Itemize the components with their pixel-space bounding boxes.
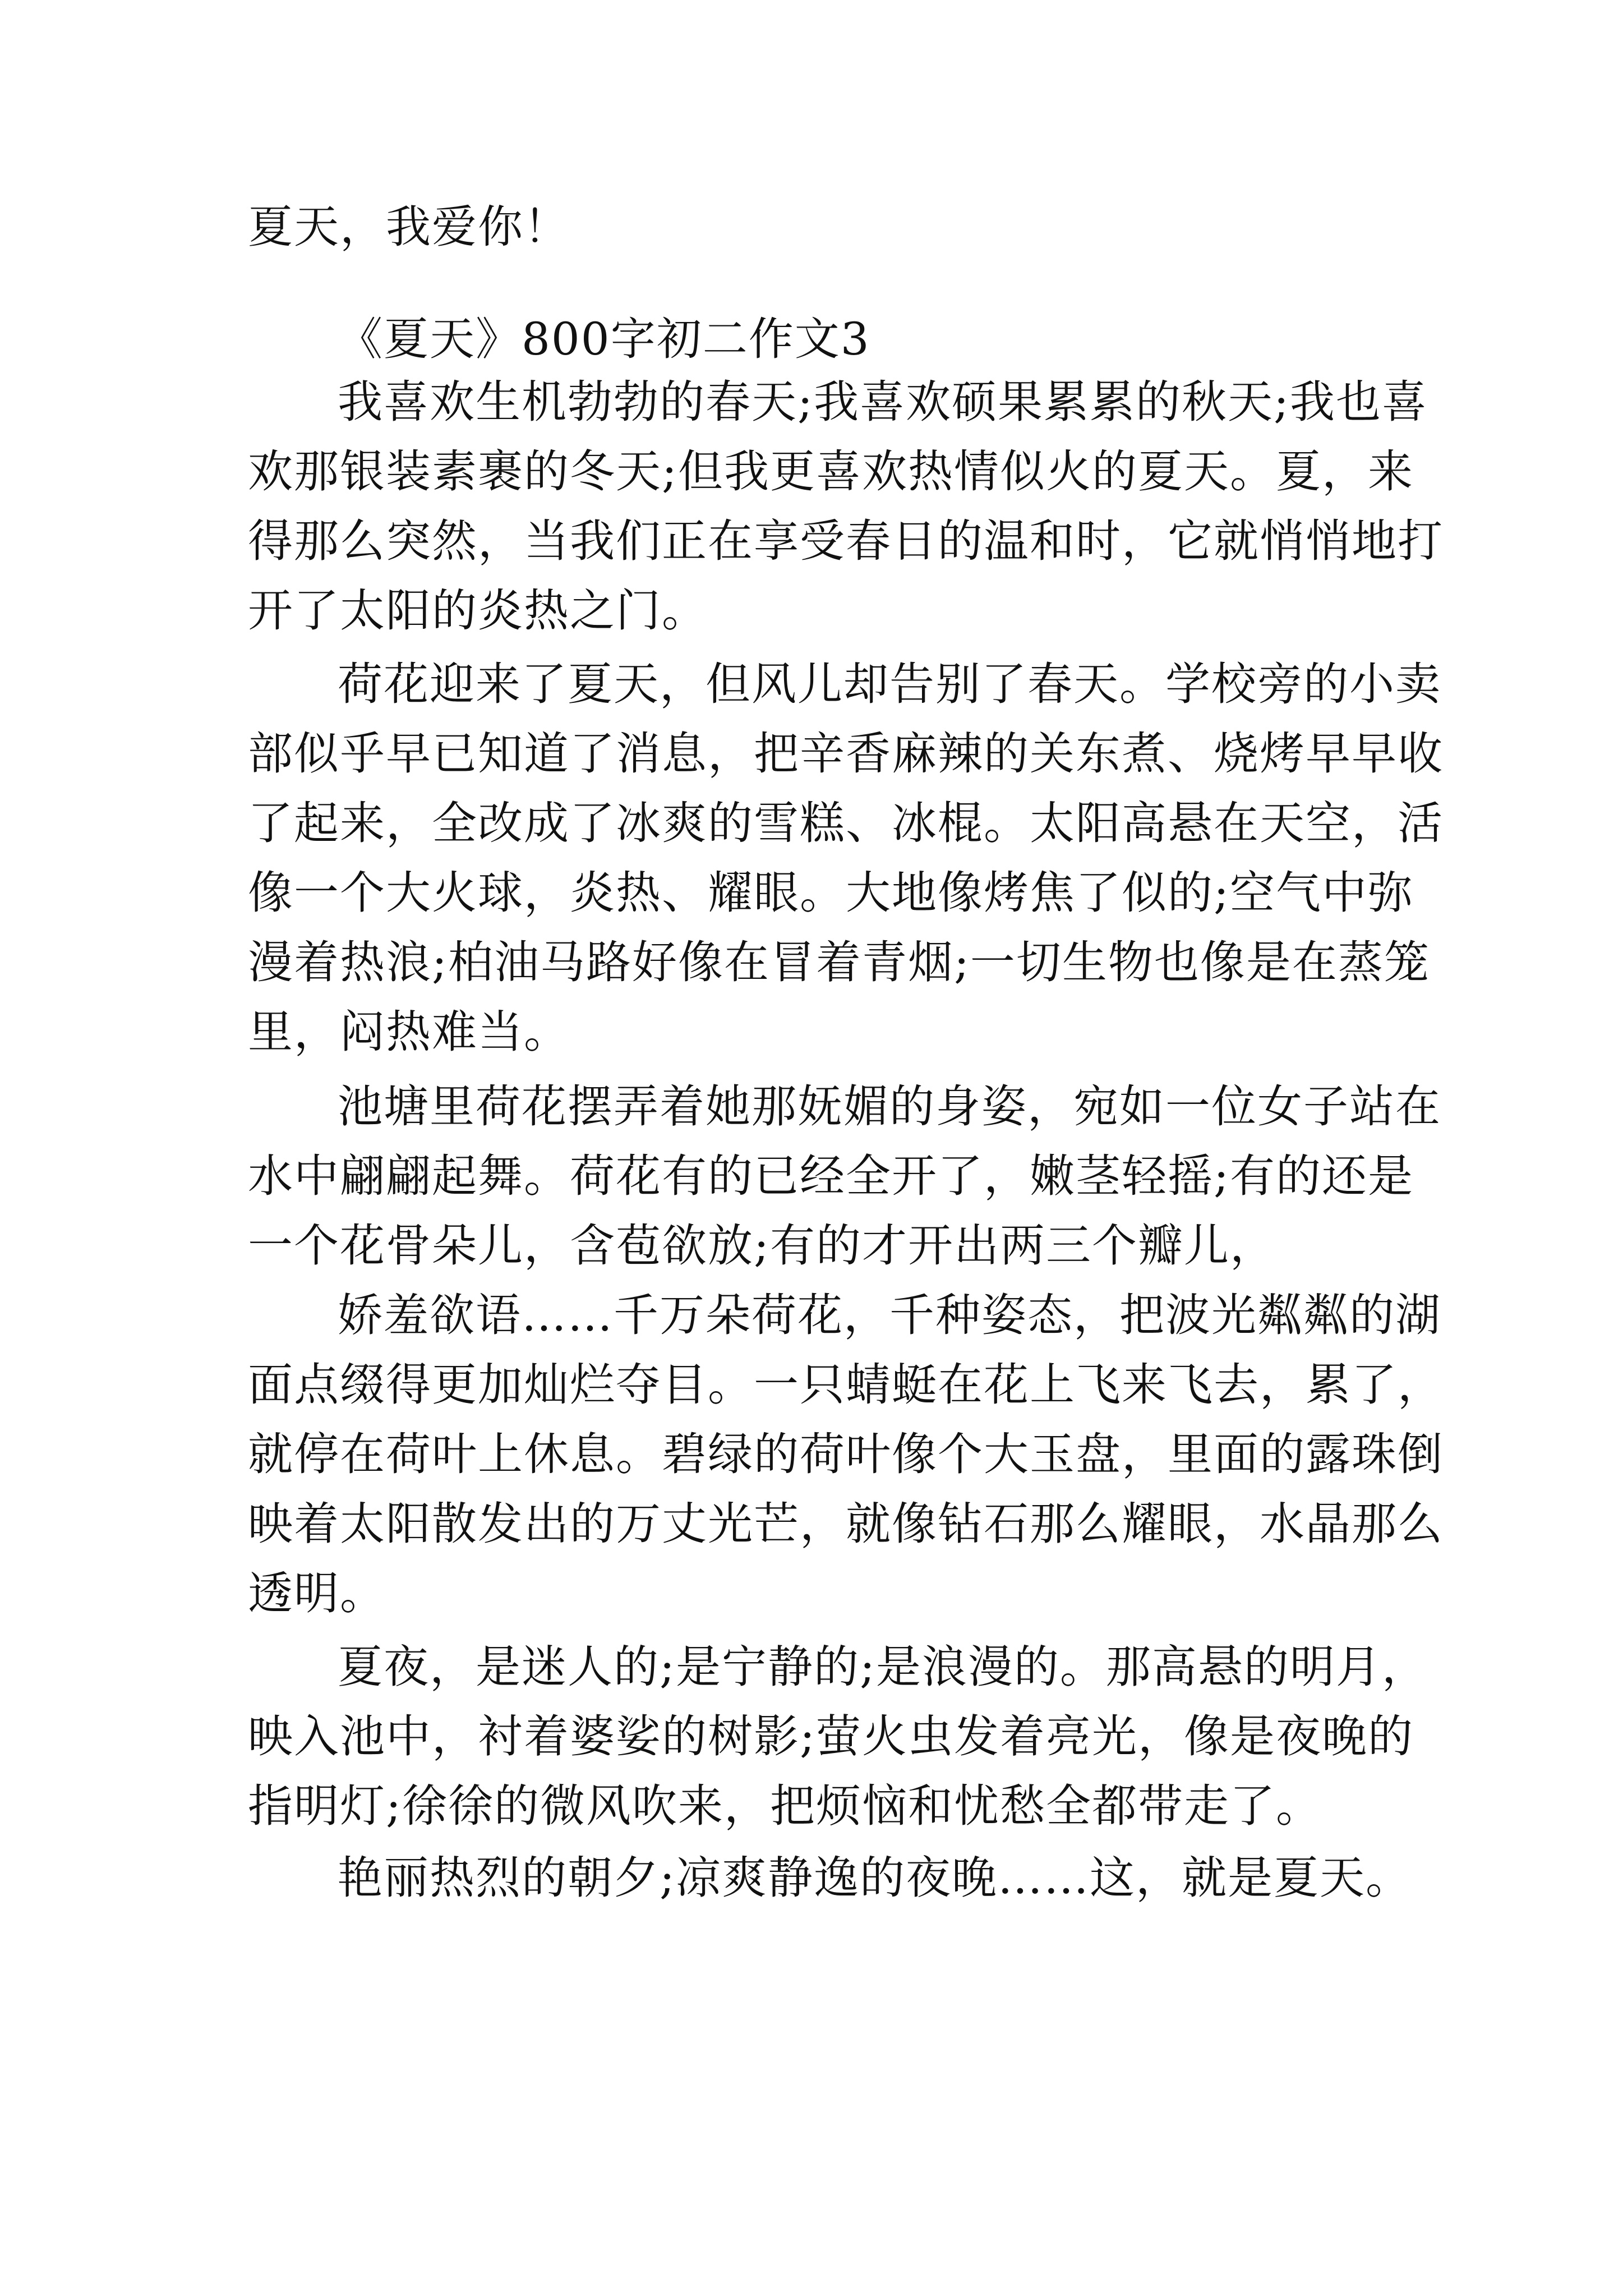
text-line: 透明。 (248, 1567, 386, 1619)
text-line: 像一个大火球，炎热、耀眼。大地像烤焦了似的;空气中弥 (248, 867, 1414, 919)
text-line: 夏天，我爱你！ (248, 201, 570, 253)
text-line: 欢那银装素裹的冬天;但我更喜欢热情似火的夏天。夏，来 (248, 445, 1414, 498)
text-line: 娇羞欲语……千万朵荷花，千种姿态，把波光粼粼的湖 (338, 1289, 1441, 1341)
text-line: 得那么突然，当我们正在享受春日的温和时，它就悄悄地打 (248, 515, 1444, 567)
text-line: 艳丽热烈的朝夕;凉爽静逸的夜晚……这，就是夏天。 (338, 1852, 1412, 1904)
text-line: 一个花骨朵儿，含苞欲放;有的才开出两三个瓣儿， (248, 1220, 1276, 1272)
text-line: 池塘里荷花摆弄着她那妩媚的身姿，宛如一位女子站在 (338, 1080, 1441, 1133)
text-line: 映入池中，衬着婆娑的树影;萤火虫发着亮光，像是夜晚的 (248, 1710, 1414, 1763)
essay-title: 《夏天》800字初二作文3 (338, 313, 870, 365)
text-line: 开了太阳的炎热之门。 (248, 585, 708, 637)
text-line: 了起来，全改成了冰爽的雪糕、冰棍。太阳高悬在天空，活 (248, 797, 1444, 849)
text-line: 面点缀得更加灿烂夺目。一只蜻蜓在花上飞来飞去，累了， (248, 1359, 1444, 1411)
text-line: 夏夜，是迷人的;是宁静的;是浪漫的。那高悬的明月， (338, 1641, 1428, 1693)
text-line: 漫着热浪;柏油马路好像在冒着青烟;一切生物也像是在蒸笼 (248, 936, 1430, 988)
text-line: 映着太阳散发出的万丈光芒，就像钻石那么耀眼，水晶那么 (248, 1498, 1444, 1550)
text-line: 就停在荷叶上休息。碧绿的荷叶像个大玉盘，里面的露珠倒 (248, 1428, 1444, 1480)
text-line: 里，闷热难当。 (248, 1006, 570, 1058)
text-line: 指明灯;徐徐的微风吹来，把烦恼和忧愁全都带走了。 (248, 1780, 1322, 1832)
text-line: 我喜欢生机勃勃的春天;我喜欢硕果累累的秋天;我也喜 (338, 376, 1428, 428)
text-line: 荷花迎来了夏天，但风儿却告别了春天。学校旁的小卖 (338, 658, 1441, 710)
text-line: 水中翩翩起舞。荷花有的已经全开了，嫩茎轻摇;有的还是 (248, 1150, 1414, 1202)
text-line: 部似乎早已知道了消息，把辛香麻辣的关东煮、烧烤早早收 (248, 728, 1444, 780)
